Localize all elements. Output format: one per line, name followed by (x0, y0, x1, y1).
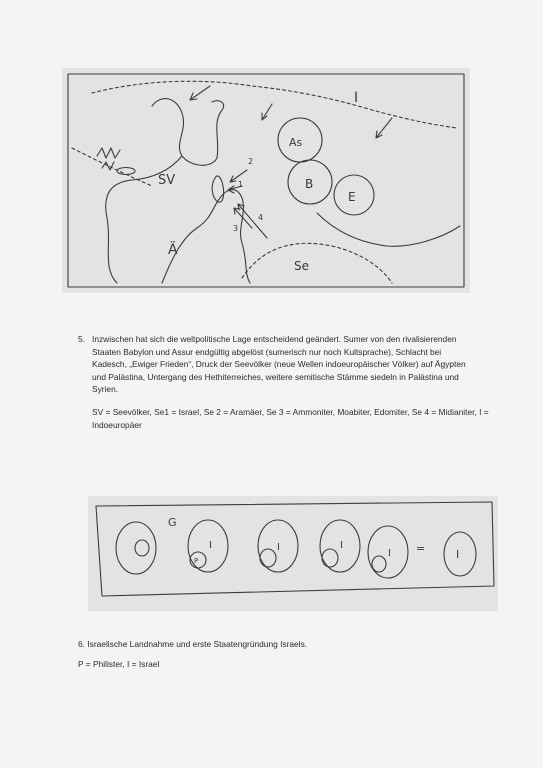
sketch-strip (88, 496, 498, 611)
section-6-number: 6. (78, 639, 85, 649)
stage-4-label-i: I (340, 540, 343, 551)
nile-delta (162, 190, 250, 283)
stage-1-label-g: G (168, 516, 177, 529)
section-6-legend-text: P = Philister, I = Israel (78, 659, 160, 669)
stage-2-label-i: I (209, 540, 212, 551)
island-shape (117, 168, 135, 175)
arrow-right (262, 104, 272, 120)
label-ae: Ä (168, 242, 178, 258)
arrow-east (376, 118, 392, 138)
label-e: E (348, 190, 356, 204)
label-3: 3 (233, 224, 239, 233)
stage-3-p (260, 549, 276, 567)
stage-5-p (372, 556, 386, 572)
section-6-legend (78, 658, 478, 671)
stage-3-label-i: I (277, 542, 280, 553)
coastline (152, 99, 224, 166)
stage-2-label-p: P (194, 557, 199, 565)
result-oval (444, 532, 476, 576)
stage-4-p (322, 549, 338, 567)
section-5-number: 5. (78, 334, 85, 344)
label-b: B (305, 177, 314, 191)
label-sv: SV (158, 173, 176, 188)
label-i: I (354, 90, 359, 106)
label-4: 4 (258, 213, 264, 222)
section-5 (78, 333, 478, 396)
arrow-top (190, 86, 210, 100)
label-2: 2 (248, 157, 254, 166)
sketch-map (62, 68, 470, 293)
section-6-title: Israelische Landnahme und erste Staatengründung Israels. (87, 639, 308, 649)
section-6 (78, 638, 478, 651)
label-as: As (289, 136, 303, 149)
palestine-shape (212, 176, 223, 202)
sketch-map-drawing (62, 68, 470, 293)
section-5-legend (92, 406, 492, 431)
sketch-strip-drawing (88, 496, 498, 611)
migration-route-top (92, 81, 457, 128)
stage-1-oval (116, 522, 156, 574)
strip-equals: = (416, 542, 426, 555)
section-5-text: Inzwischen hat sich die weltpolitische Lage entscheidend geändert. Sumer von den rivalisierenden Staaten Babylon und Assur endgültig abgelöst (sumerisch nur noch Kultsprache), Schlacht bei Kadesch, „Ewiger Frieden“, Druck der Seevölker (neue Wellen indoeuropäischer Völker) auf Ägypten und Palästina, Untergang des Hethiterreiches, weitere semitische Stämme siedeln in Palästina und Syrien. (92, 334, 466, 395)
sea-wave-lines (97, 148, 120, 170)
label-1: 1 (238, 180, 244, 189)
stage-5-label-i: I (388, 548, 391, 559)
label-se: Se (294, 259, 309, 273)
mesopotamia-coast (317, 213, 460, 246)
result-label-i: I (456, 548, 460, 561)
stage-1-inner (135, 540, 149, 556)
section-5-legend-text: SV = Seevölker, Se1 = Israel, Se 2 = Aramäer, Se 3 = Ammoniter, Moabiter, Edomiter, Se 4 = Midianiter, I = Indoeuropäer (92, 407, 489, 430)
sea-peoples-arc (242, 243, 392, 283)
